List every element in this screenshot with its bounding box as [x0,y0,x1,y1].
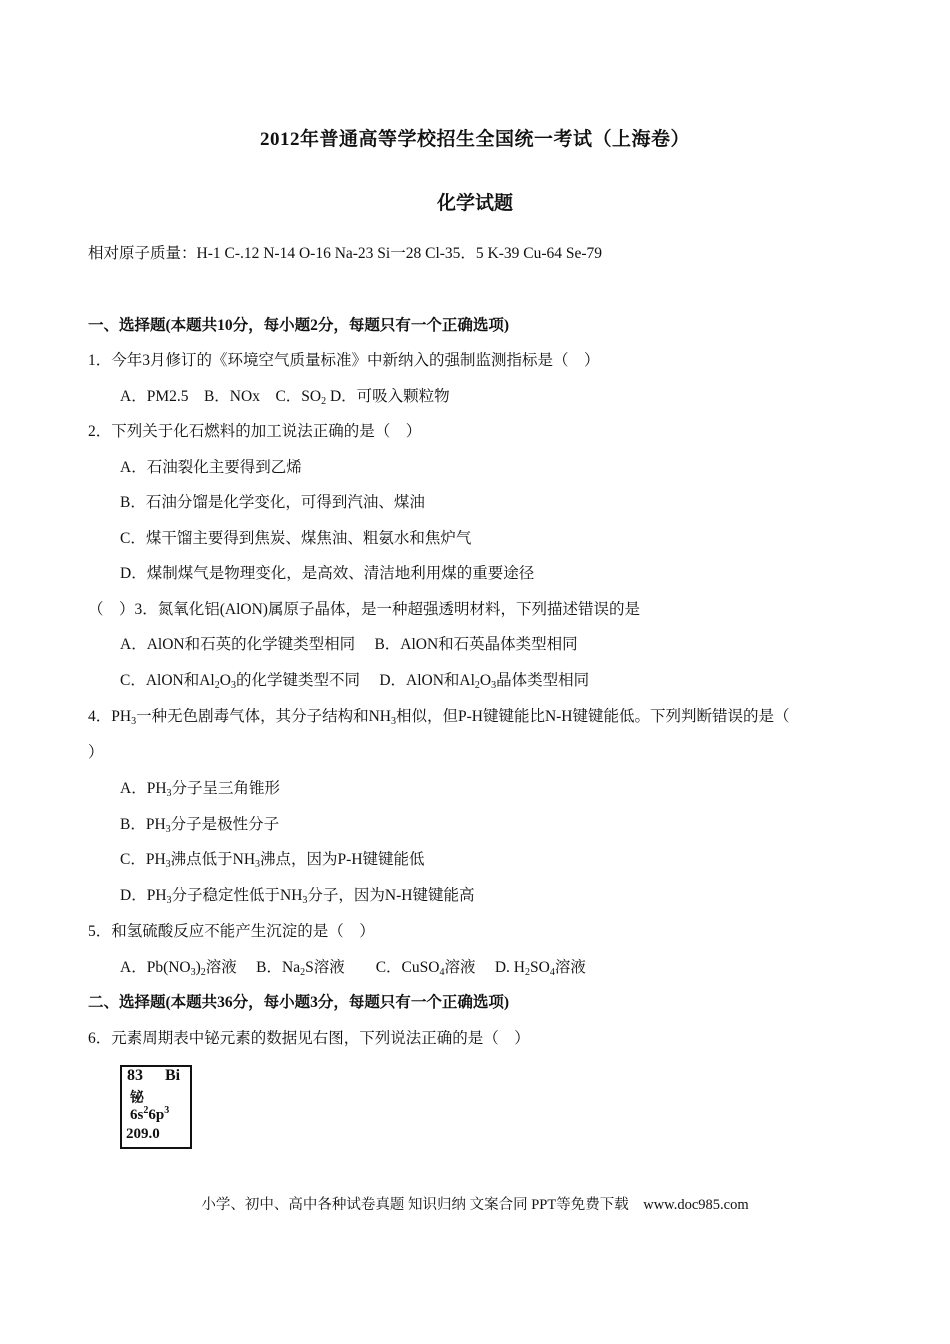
atomic-mass-line: 相对原子质量：H-1 C-.12 N-14 O-16 Na-23 Si一28 Cl-35．5 K-39 Cu-64 Se-79 [88,245,603,262]
question-4-option-b: B．$PH_3$分子是极性分子 [120,816,280,835]
electron-config: $6s^26p^3$ [130,1105,170,1123]
element-name: 铋 [130,1091,144,1106]
question-3-stem: （ ）3．氮氧化铝(AlON)属原子晶体，是一种超强透明材料，下列描述错误的是 [88,601,640,618]
element-number: 83 [127,1067,143,1084]
question-2-option-d: D．煤制煤气是物理变化，是高效、清洁地利用煤的重要途径 [120,565,535,582]
question-6-stem: 6．元素周期表中铋元素的数据见右图，下列说法正确的是（ ） [88,1030,530,1047]
footer: 小学、初中、高中各种试卷真题 知识归纳 文案合同 PPT等免费下载 www.doc985.com [201,1197,749,1213]
question-2-option-c: C．煤干馏主要得到焦炭、煤焦油、粗氨水和焦炉气 [120,530,472,547]
question-2-option-a: A．石油裂化主要得到乙烯 [120,459,302,476]
question-5-stem: 5．和氢硫酸反应不能产生沉淀的是（ ） [88,923,375,940]
page-title: 2012年普通高等学校招生全国统一考试（上海卷） [259,129,690,150]
bismuth-element-card [120,1065,192,1149]
question-1-options: A．PM2.5 B．NOx C．$SO_2$ D．可吸入颗粒物 [120,388,450,407]
question-3-options-cd: C．AlON和$Al_2O_3$的化学键类型不同 D．AlON和$Al_2O_3$晶体类型相同 [120,672,590,691]
question-4-option-a: A．$PH_3$分子呈三角锥形 [120,780,281,799]
question-1-stem: 1．今年3月修订的《环境空气质量标准》中新纳入的强制监测指标是（ ） [88,352,600,369]
section-1-heading: 一、选择题(本题共10分，每小题2分，每题只有一个正确选项) [88,317,510,334]
question-4-stem-end: ） [88,744,104,761]
question-5-options: A．$Pb(NO_3)_2$溶液 B．$Na_2S$溶液 C．CuSO$_4$溶液 D. $H_2SO_4$溶液 [120,959,586,978]
question-4-option-d: D．$PH_3$分子稳定性低于$NH_3$分子，因为N-H键键能高 [120,887,475,906]
element-mass: 209.0 [126,1126,160,1142]
question-4-stem: 4．$PH_3$一种无色剧毒气体，其分子结构和$NH_3$相似，但P-H键键能比N-H键键能低。下列判断错误的是（ [88,708,790,727]
element-symbol: Bi [165,1067,181,1084]
page-subtitle: 化学试题 [436,193,513,214]
question-4-option-c: C．$PH_3$沸点低于$NH_3$沸点，因为P-H键键能低 [120,851,425,870]
question-2-stem: 2．下列关于化石燃料的加工说法正确的是（ ） [88,423,422,440]
question-2-option-b: B．石油分馏是化学变化，可得到汽油、煤油 [120,494,425,511]
section-2-heading: 二、选择题(本题共36分，每小题3分，每题只有一个正确选项) [88,994,510,1011]
question-3-options-ab: A．AlON和石英的化学键类型相同 B．AlON和石英晶体类型相同 [120,636,578,653]
